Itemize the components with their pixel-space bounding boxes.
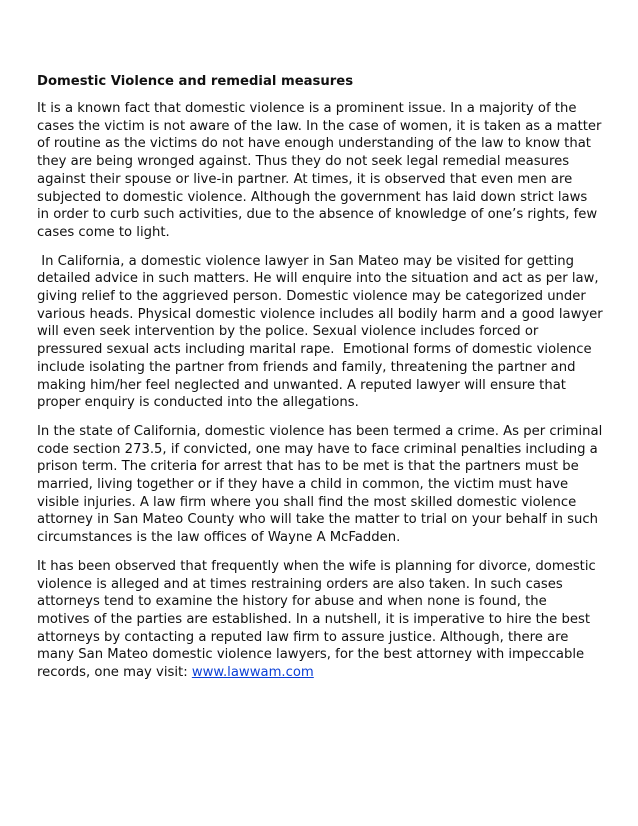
paragraph-divorce-text: It has been observed that frequently when the wife is planning for divorce, domestic violence is alleged and at times restraining orders are also taken. In such cases attorneys tend to examine the history for abuse and when none is found, the motives of the parties are established. In a nutshell, it is imperative to hire the best attorneys by contacting a reputed law firm to assure justice. Although, there are many San Mateo domestic violence lawyers, for the best attorney with impeccable records, one may visit: [37, 558, 596, 681]
document-title: Domestic Violence and remedial measures [37, 74, 354, 89]
website-link[interactable]: www.lawwam.com [191, 665, 314, 681]
paragraph-divorce [37, 558, 603, 682]
document-page [37, 73, 603, 693]
paragraph-intro: It is a known fact that domestic violence is a prominent issue. In a majority of the cases the victim is not aware of the law. In the case of women, it is taken as a matter of routine as the victims do not have enough understanding of the law to know that they are being wronged against. Thus they do not seek legal remedial measures against their spouse or live-in partner. At times, it is observed that even men are subjected to domestic violence. Although the government has laid down strict laws in order to curb such activities, due to the absence of knowledge of one’s rights, few cases come to light. [37, 101, 602, 240]
paragraph-criminal-code: In the state of California, domestic violence has been termed a crime. As per criminal code section 273.5, if convicted, one may have to face criminal penalties including a prison term. The criteria for arrest that has to be met is that the partners must be married, living together or if they have a child in common, the victim must have visible injuries. A law firm where you shall find the most skilled domestic violence attorney in San Mateo County who will take the matter to trial on your behalf in such circumstances is the law offices of Wayne A McFadden. [37, 423, 603, 546]
paragraph-california-lawyer: In California, a domestic violence lawyer in San Mateo may be visited for getting detailed advice in such matters. He will enquire into the situation and act as per law, giving relief to the aggrieved person. Domestic violence may be categorized under various heads. Physical domestic violence includes all bodily harm and a good lawyer will even seek intervention by the police. Sexual violence includes forced or pressured sexual acts including marital rape. Emotional forms of domestic violence include isolating the partner from friends and family, threatening the partner and making him/her feel neglected and unwanted. A reputed lawyer will ensure that proper enquiry is conducted into the allegations. [37, 253, 603, 411]
